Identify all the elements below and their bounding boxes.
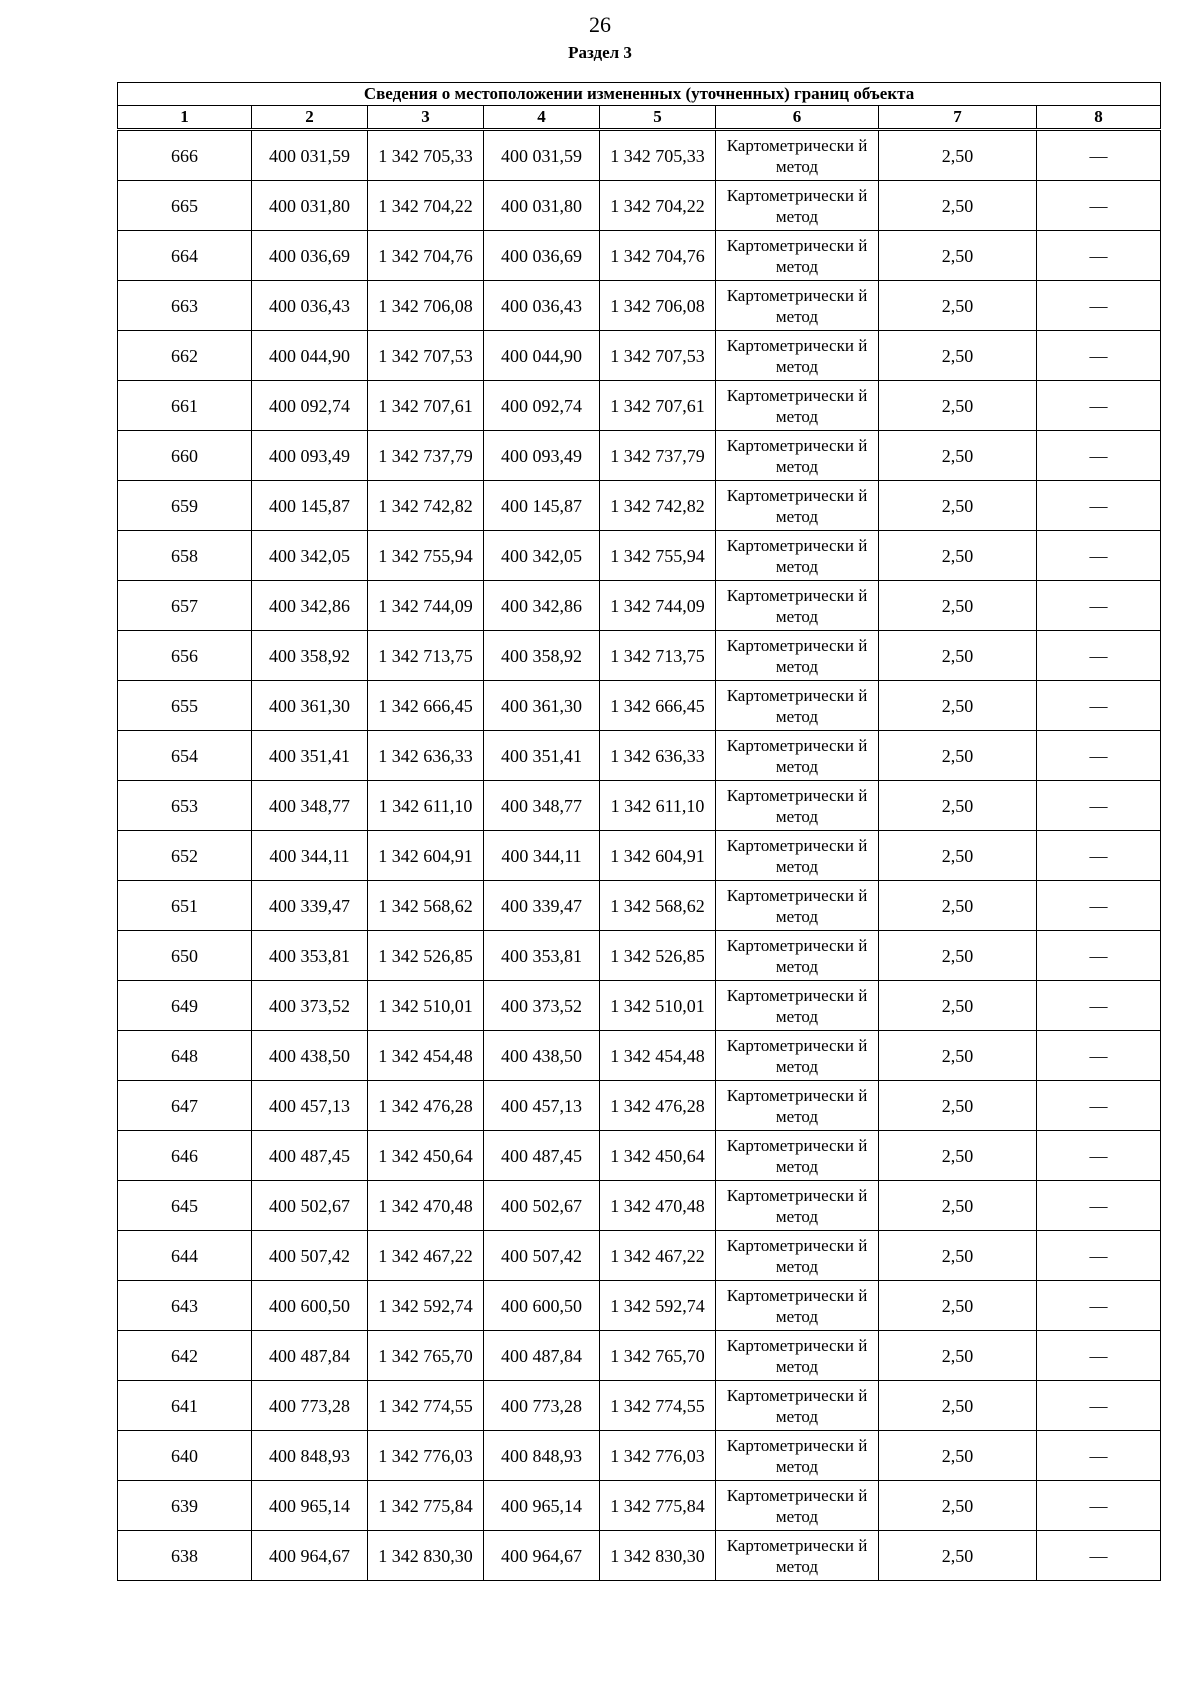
table-cell-col-8: — (1037, 1281, 1161, 1331)
table-cell-col-2: 400 507,42 (252, 1231, 368, 1281)
table-cell-col-2: 400 361,30 (252, 681, 368, 731)
table-cell-col-6: Картометрически й метод (716, 1431, 879, 1481)
table-cell-col-7: 2,50 (879, 481, 1037, 531)
table-cell-col-7: 2,50 (879, 181, 1037, 231)
table-cell-col-3: 1 342 704,76 (368, 231, 484, 281)
table-cell-col-8: — (1037, 1331, 1161, 1381)
page-number: 26 (589, 12, 611, 37)
table-cell-col-8: — (1037, 1131, 1161, 1181)
table-cell-col-4: 400 373,52 (484, 981, 600, 1031)
table-cell-col-4: 400 487,45 (484, 1131, 600, 1181)
table-cell-col-1: 664 (118, 231, 252, 281)
table-cell-col-1: 650 (118, 931, 252, 981)
table-cell-col-7: 2,50 (879, 881, 1037, 931)
table-cell-col-3: 1 342 765,70 (368, 1331, 484, 1381)
table-cell-col-7: 2,50 (879, 581, 1037, 631)
table-cell-col-5: 1 342 774,55 (600, 1381, 716, 1431)
column-number-2: 2 (252, 106, 368, 130)
table-cell-col-5: 1 342 454,48 (600, 1031, 716, 1081)
table-cell-col-8: — (1037, 231, 1161, 281)
table-cell-col-6: Картометрически й метод (716, 1481, 879, 1531)
table-cell-col-5: 1 342 713,75 (600, 631, 716, 681)
table-cell-col-1: 661 (118, 381, 252, 431)
table-cell-col-6: Картометрически й метод (716, 331, 879, 381)
table-cell-col-3: 1 342 636,33 (368, 731, 484, 781)
table-cell-col-5: 1 342 755,94 (600, 531, 716, 581)
table-cell-col-5: 1 342 704,76 (600, 231, 716, 281)
table-cell-col-2: 400 438,50 (252, 1031, 368, 1081)
table-cell-col-3: 1 342 776,03 (368, 1431, 484, 1481)
table-cell-col-1: 654 (118, 731, 252, 781)
table-cell-col-8: — (1037, 181, 1161, 231)
table-cell-col-8: — (1037, 581, 1161, 631)
table-row (118, 481, 1161, 531)
table-cell-col-1: 645 (118, 1181, 252, 1231)
table-cell-col-1: 658 (118, 531, 252, 581)
table-cell-col-6: Картометрически й метод (716, 281, 879, 331)
table-cell-col-1: 640 (118, 1431, 252, 1481)
table-row (118, 981, 1161, 1031)
table-cell-col-7: 2,50 (879, 981, 1037, 1031)
table-cell-col-4: 400 848,93 (484, 1431, 600, 1481)
table-cell-col-5: 1 342 744,09 (600, 581, 716, 631)
table-cell-col-7: 2,50 (879, 431, 1037, 481)
table-cell-col-6: Картометрически й метод (716, 1131, 879, 1181)
column-number-6: 6 (716, 106, 879, 130)
table-cell-col-5: 1 342 707,61 (600, 381, 716, 431)
table-cell-col-1: 653 (118, 781, 252, 831)
table-cell-col-5: 1 342 592,74 (600, 1281, 716, 1331)
table-cell-col-4: 400 773,28 (484, 1381, 600, 1431)
table-cell-col-6: Картометрически й метод (716, 231, 879, 281)
table-cell-col-2: 400 358,92 (252, 631, 368, 681)
table-cell-col-5: 1 342 666,45 (600, 681, 716, 731)
table-cell-col-7: 2,50 (879, 1281, 1037, 1331)
table-cell-col-1: 642 (118, 1331, 252, 1381)
table-cell-col-3: 1 342 775,84 (368, 1481, 484, 1531)
table-row (118, 1081, 1161, 1131)
table-cell-col-2: 400 342,05 (252, 531, 368, 581)
table-row (118, 831, 1161, 881)
table-row (118, 381, 1161, 431)
table-row (118, 1431, 1161, 1481)
table-cell-col-6: Картометрически й метод (716, 1281, 879, 1331)
table-row (118, 931, 1161, 981)
table-cell-col-6: Картометрически й метод (716, 631, 879, 681)
table-cell-col-1: 644 (118, 1231, 252, 1281)
table-cell-col-6: Картометрически й метод (716, 1331, 879, 1381)
table-cell-col-6: Картометрически й метод (716, 531, 879, 581)
table-cell-col-4: 400 502,67 (484, 1181, 600, 1231)
table-cell-col-8: — (1037, 981, 1161, 1031)
table-cell-col-2: 400 848,93 (252, 1431, 368, 1481)
table-cell-col-3: 1 342 830,30 (368, 1531, 484, 1581)
table-cell-col-6: Картометрически й метод (716, 731, 879, 781)
table-row (118, 631, 1161, 681)
table-cell-col-8: — (1037, 1181, 1161, 1231)
table-cell-col-7: 2,50 (879, 331, 1037, 381)
table-cell-col-2: 400 145,87 (252, 481, 368, 531)
table-cell-col-2: 400 487,45 (252, 1131, 368, 1181)
section-title: Раздел 3 (568, 43, 632, 62)
table-cell-col-8: — (1037, 881, 1161, 931)
table-cell-col-5: 1 342 636,33 (600, 731, 716, 781)
table-cell-col-7: 2,50 (879, 1231, 1037, 1281)
table-cell-col-6: Картометрически й метод (716, 831, 879, 881)
table-cell-col-2: 400 093,49 (252, 431, 368, 481)
table-cell-col-6: Картометрически й метод (716, 181, 879, 231)
table-cell-col-4: 400 358,92 (484, 631, 600, 681)
table-cell-col-6: Картометрически й метод (716, 931, 879, 981)
table-cell-col-6: Картометрически й метод (716, 1531, 879, 1581)
table-cell-col-7: 2,50 (879, 1081, 1037, 1131)
table-cell-col-8: — (1037, 1531, 1161, 1581)
table-cell-col-5: 1 342 737,79 (600, 431, 716, 481)
table-cell-col-4: 400 092,74 (484, 381, 600, 431)
table-cell-col-5: 1 342 476,28 (600, 1081, 716, 1131)
table-cell-col-8: — (1037, 331, 1161, 381)
table-cell-col-5: 1 342 705,33 (600, 130, 716, 181)
table-cell-col-4: 400 361,30 (484, 681, 600, 731)
table-cell-col-2: 400 344,11 (252, 831, 368, 881)
table-cell-col-4: 400 438,50 (484, 1031, 600, 1081)
table-cell-col-4: 400 600,50 (484, 1281, 600, 1331)
table-cell-col-7: 2,50 (879, 1031, 1037, 1081)
table-row (118, 1381, 1161, 1431)
table-cell-col-6: Картометрически й метод (716, 130, 879, 181)
table-cell-col-3: 1 342 744,09 (368, 581, 484, 631)
table-cell-col-4: 400 145,87 (484, 481, 600, 531)
table-row (118, 781, 1161, 831)
table-cell-col-1: 646 (118, 1131, 252, 1181)
table-cell-col-5: 1 342 450,64 (600, 1131, 716, 1181)
table-cell-col-6: Картометрически й метод (716, 581, 879, 631)
table-cell-col-8: — (1037, 831, 1161, 881)
table-cell-col-7: 2,50 (879, 281, 1037, 331)
table-cell-col-7: 2,50 (879, 381, 1037, 431)
table-row (118, 231, 1161, 281)
table-cell-col-4: 400 031,59 (484, 130, 600, 181)
table-cell-col-4: 400 507,42 (484, 1231, 600, 1281)
table-cell-col-8: — (1037, 681, 1161, 731)
table-cell-col-6: Картометрически й метод (716, 1381, 879, 1431)
table-cell-col-2: 400 092,74 (252, 381, 368, 431)
table-cell-col-3: 1 342 611,10 (368, 781, 484, 831)
table-cell-col-3: 1 342 706,08 (368, 281, 484, 331)
table-cell-col-4: 400 031,80 (484, 181, 600, 231)
table-cell-col-2: 400 348,77 (252, 781, 368, 831)
column-number-7: 7 (879, 106, 1037, 130)
table-cell-col-7: 2,50 (879, 1181, 1037, 1231)
table-cell-col-4: 400 339,47 (484, 881, 600, 931)
table-cell-col-1: 651 (118, 881, 252, 931)
column-number-4: 4 (484, 106, 600, 130)
table-cell-col-2: 400 031,59 (252, 130, 368, 181)
table-cell-col-5: 1 342 510,01 (600, 981, 716, 1031)
table-cell-col-3: 1 342 568,62 (368, 881, 484, 931)
table-cell-col-8: — (1037, 381, 1161, 431)
table-cell-col-1: 662 (118, 331, 252, 381)
table-row (118, 1331, 1161, 1381)
table-cell-col-3: 1 342 704,22 (368, 181, 484, 231)
table-cell-col-3: 1 342 526,85 (368, 931, 484, 981)
table-row (118, 130, 1161, 181)
table-cell-col-2: 400 773,28 (252, 1381, 368, 1431)
table-cell-col-4: 400 965,14 (484, 1481, 600, 1531)
table-cell-col-6: Картометрически й метод (716, 481, 879, 531)
table-cell-col-7: 2,50 (879, 1531, 1037, 1581)
table-cell-col-8: — (1037, 781, 1161, 831)
table-row (118, 1031, 1161, 1081)
table-cell-col-4: 400 044,90 (484, 331, 600, 381)
table-cell-col-5: 1 342 776,03 (600, 1431, 716, 1481)
table-cell-col-2: 400 353,81 (252, 931, 368, 981)
table-cell-col-3: 1 342 592,74 (368, 1281, 484, 1331)
table-cell-col-4: 400 344,11 (484, 831, 600, 881)
table-cell-col-1: 647 (118, 1081, 252, 1131)
table-cell-col-3: 1 342 705,33 (368, 130, 484, 181)
table-cell-col-2: 400 373,52 (252, 981, 368, 1031)
column-number-row (118, 106, 1161, 130)
column-number-3: 3 (368, 106, 484, 130)
table-cell-col-7: 2,50 (879, 1431, 1037, 1481)
table-row (118, 581, 1161, 631)
table-cell-col-1: 655 (118, 681, 252, 731)
table-caption: Сведения о местоположении измененных (уточненных) границ объекта (118, 83, 1161, 106)
table-cell-col-7: 2,50 (879, 831, 1037, 881)
table-cell-col-5: 1 342 765,70 (600, 1331, 716, 1381)
table-cell-col-4: 400 351,41 (484, 731, 600, 781)
table-cell-col-8: — (1037, 1231, 1161, 1281)
table-cell-col-7: 2,50 (879, 1331, 1037, 1381)
table-cell-col-8: — (1037, 531, 1161, 581)
table-cell-col-2: 400 342,86 (252, 581, 368, 631)
table-cell-col-8: — (1037, 1481, 1161, 1531)
table-row (118, 531, 1161, 581)
table-cell-col-3: 1 342 476,28 (368, 1081, 484, 1131)
table-cell-col-7: 2,50 (879, 531, 1037, 581)
table-cell-col-7: 2,50 (879, 681, 1037, 731)
table-cell-col-2: 400 965,14 (252, 1481, 368, 1531)
table-cell-col-5: 1 342 704,22 (600, 181, 716, 231)
table-cell-col-6: Картометрически й метод (716, 981, 879, 1031)
table-cell-col-7: 2,50 (879, 731, 1037, 781)
table-cell-col-1: 641 (118, 1381, 252, 1431)
table-cell-col-3: 1 342 755,94 (368, 531, 484, 581)
table-cell-col-8: — (1037, 431, 1161, 481)
table-cell-col-3: 1 342 450,64 (368, 1131, 484, 1181)
table-cell-col-3: 1 342 470,48 (368, 1181, 484, 1231)
table-body (118, 130, 1161, 1581)
table-cell-col-3: 1 342 467,22 (368, 1231, 484, 1281)
table-cell-col-5: 1 342 706,08 (600, 281, 716, 331)
table-cell-col-8: — (1037, 130, 1161, 181)
table-cell-col-8: — (1037, 931, 1161, 981)
table-row (118, 1131, 1161, 1181)
table-cell-col-4: 400 348,77 (484, 781, 600, 831)
table-cell-col-4: 400 353,81 (484, 931, 600, 981)
table-cell-col-5: 1 342 707,53 (600, 331, 716, 381)
table-cell-col-1: 663 (118, 281, 252, 331)
table-cell-col-3: 1 342 737,79 (368, 431, 484, 481)
table-cell-col-2: 400 351,41 (252, 731, 368, 781)
table-cell-col-6: Картометрически й метод (716, 881, 879, 931)
table-row (118, 881, 1161, 931)
table-row (118, 1481, 1161, 1531)
table-cell-col-7: 2,50 (879, 1381, 1037, 1431)
table-row (118, 1531, 1161, 1581)
table-cell-col-7: 2,50 (879, 931, 1037, 981)
table-cell-col-3: 1 342 707,61 (368, 381, 484, 431)
table-cell-col-4: 400 342,86 (484, 581, 600, 631)
table-cell-col-4: 400 342,05 (484, 531, 600, 581)
table-cell-col-8: — (1037, 731, 1161, 781)
table-row (118, 181, 1161, 231)
table-cell-col-1: 665 (118, 181, 252, 231)
table-cell-col-8: — (1037, 1031, 1161, 1081)
table-cell-col-6: Картометрически й метод (716, 1231, 879, 1281)
table-row (118, 731, 1161, 781)
table-row (118, 1281, 1161, 1331)
table-cell-col-7: 2,50 (879, 231, 1037, 281)
table-cell-col-5: 1 342 568,62 (600, 881, 716, 931)
table-cell-col-5: 1 342 467,22 (600, 1231, 716, 1281)
table-row (118, 1181, 1161, 1231)
table-cell-col-5: 1 342 604,91 (600, 831, 716, 881)
table-cell-col-2: 400 339,47 (252, 881, 368, 931)
table-cell-col-8: — (1037, 631, 1161, 681)
table-cell-col-1: 643 (118, 1281, 252, 1331)
table-cell-col-8: — (1037, 281, 1161, 331)
table-cell-col-1: 656 (118, 631, 252, 681)
table-cell-col-1: 660 (118, 431, 252, 481)
boundary-coordinates-table (117, 82, 1161, 1581)
table-cell-col-4: 400 036,69 (484, 231, 600, 281)
table-cell-col-7: 2,50 (879, 781, 1037, 831)
table-cell-col-6: Картометрически й метод (716, 431, 879, 481)
table-cell-col-5: 1 342 830,30 (600, 1531, 716, 1581)
table-cell-col-6: Картометрически й метод (716, 681, 879, 731)
table-row (118, 1231, 1161, 1281)
table-cell-col-3: 1 342 666,45 (368, 681, 484, 731)
table-row (118, 681, 1161, 731)
table-cell-col-6: Картометрически й метод (716, 1181, 879, 1231)
table-cell-col-8: — (1037, 1381, 1161, 1431)
table-cell-col-2: 400 036,43 (252, 281, 368, 331)
table-cell-col-2: 400 036,69 (252, 231, 368, 281)
table-cell-col-2: 400 487,84 (252, 1331, 368, 1381)
table-cell-col-5: 1 342 742,82 (600, 481, 716, 531)
table-cell-col-4: 400 036,43 (484, 281, 600, 331)
table-row (118, 281, 1161, 331)
table-cell-col-2: 400 457,13 (252, 1081, 368, 1131)
table-cell-col-1: 657 (118, 581, 252, 631)
table-cell-col-4: 400 457,13 (484, 1081, 600, 1131)
table-cell-col-7: 2,50 (879, 1481, 1037, 1531)
table-cell-col-8: — (1037, 481, 1161, 531)
table-cell-col-5: 1 342 470,48 (600, 1181, 716, 1231)
table-cell-col-5: 1 342 611,10 (600, 781, 716, 831)
table-cell-col-7: 2,50 (879, 631, 1037, 681)
table-cell-col-6: Картометрически й метод (716, 781, 879, 831)
table-cell-col-3: 1 342 510,01 (368, 981, 484, 1031)
table-cell-col-6: Картометрически й метод (716, 381, 879, 431)
table-cell-col-2: 400 502,67 (252, 1181, 368, 1231)
table-cell-col-3: 1 342 454,48 (368, 1031, 484, 1081)
table-cell-col-1: 638 (118, 1531, 252, 1581)
table-cell-col-3: 1 342 604,91 (368, 831, 484, 881)
table-cell-col-2: 400 600,50 (252, 1281, 368, 1331)
column-number-5: 5 (600, 106, 716, 130)
table-caption-row (118, 83, 1161, 106)
table-cell-col-2: 400 044,90 (252, 331, 368, 381)
table-cell-col-3: 1 342 713,75 (368, 631, 484, 681)
column-number-8: 8 (1037, 106, 1161, 130)
table-cell-col-3: 1 342 774,55 (368, 1381, 484, 1431)
table-cell-col-1: 649 (118, 981, 252, 1031)
table-cell-col-3: 1 342 707,53 (368, 331, 484, 381)
table-cell-col-5: 1 342 775,84 (600, 1481, 716, 1531)
table-cell-col-8: — (1037, 1431, 1161, 1481)
table-cell-col-2: 400 964,67 (252, 1531, 368, 1581)
column-number-1: 1 (118, 106, 252, 130)
table-cell-col-4: 400 487,84 (484, 1331, 600, 1381)
table-cell-col-2: 400 031,80 (252, 181, 368, 231)
table-cell-col-1: 648 (118, 1031, 252, 1081)
table-cell-col-6: Картометрически й метод (716, 1081, 879, 1131)
table-cell-col-4: 400 093,49 (484, 431, 600, 481)
table-cell-col-8: — (1037, 1081, 1161, 1131)
table-cell-col-1: 639 (118, 1481, 252, 1531)
table-cell-col-7: 2,50 (879, 1131, 1037, 1181)
table-cell-col-1: 659 (118, 481, 252, 531)
table-cell-col-1: 652 (118, 831, 252, 881)
table-cell-col-5: 1 342 526,85 (600, 931, 716, 981)
table-row (118, 331, 1161, 381)
table-cell-col-3: 1 342 742,82 (368, 481, 484, 531)
table-cell-col-4: 400 964,67 (484, 1531, 600, 1581)
table-row (118, 431, 1161, 481)
table-cell-col-6: Картометрически й метод (716, 1031, 879, 1081)
table-cell-col-7: 2,50 (879, 130, 1037, 181)
table-cell-col-1: 666 (118, 130, 252, 181)
